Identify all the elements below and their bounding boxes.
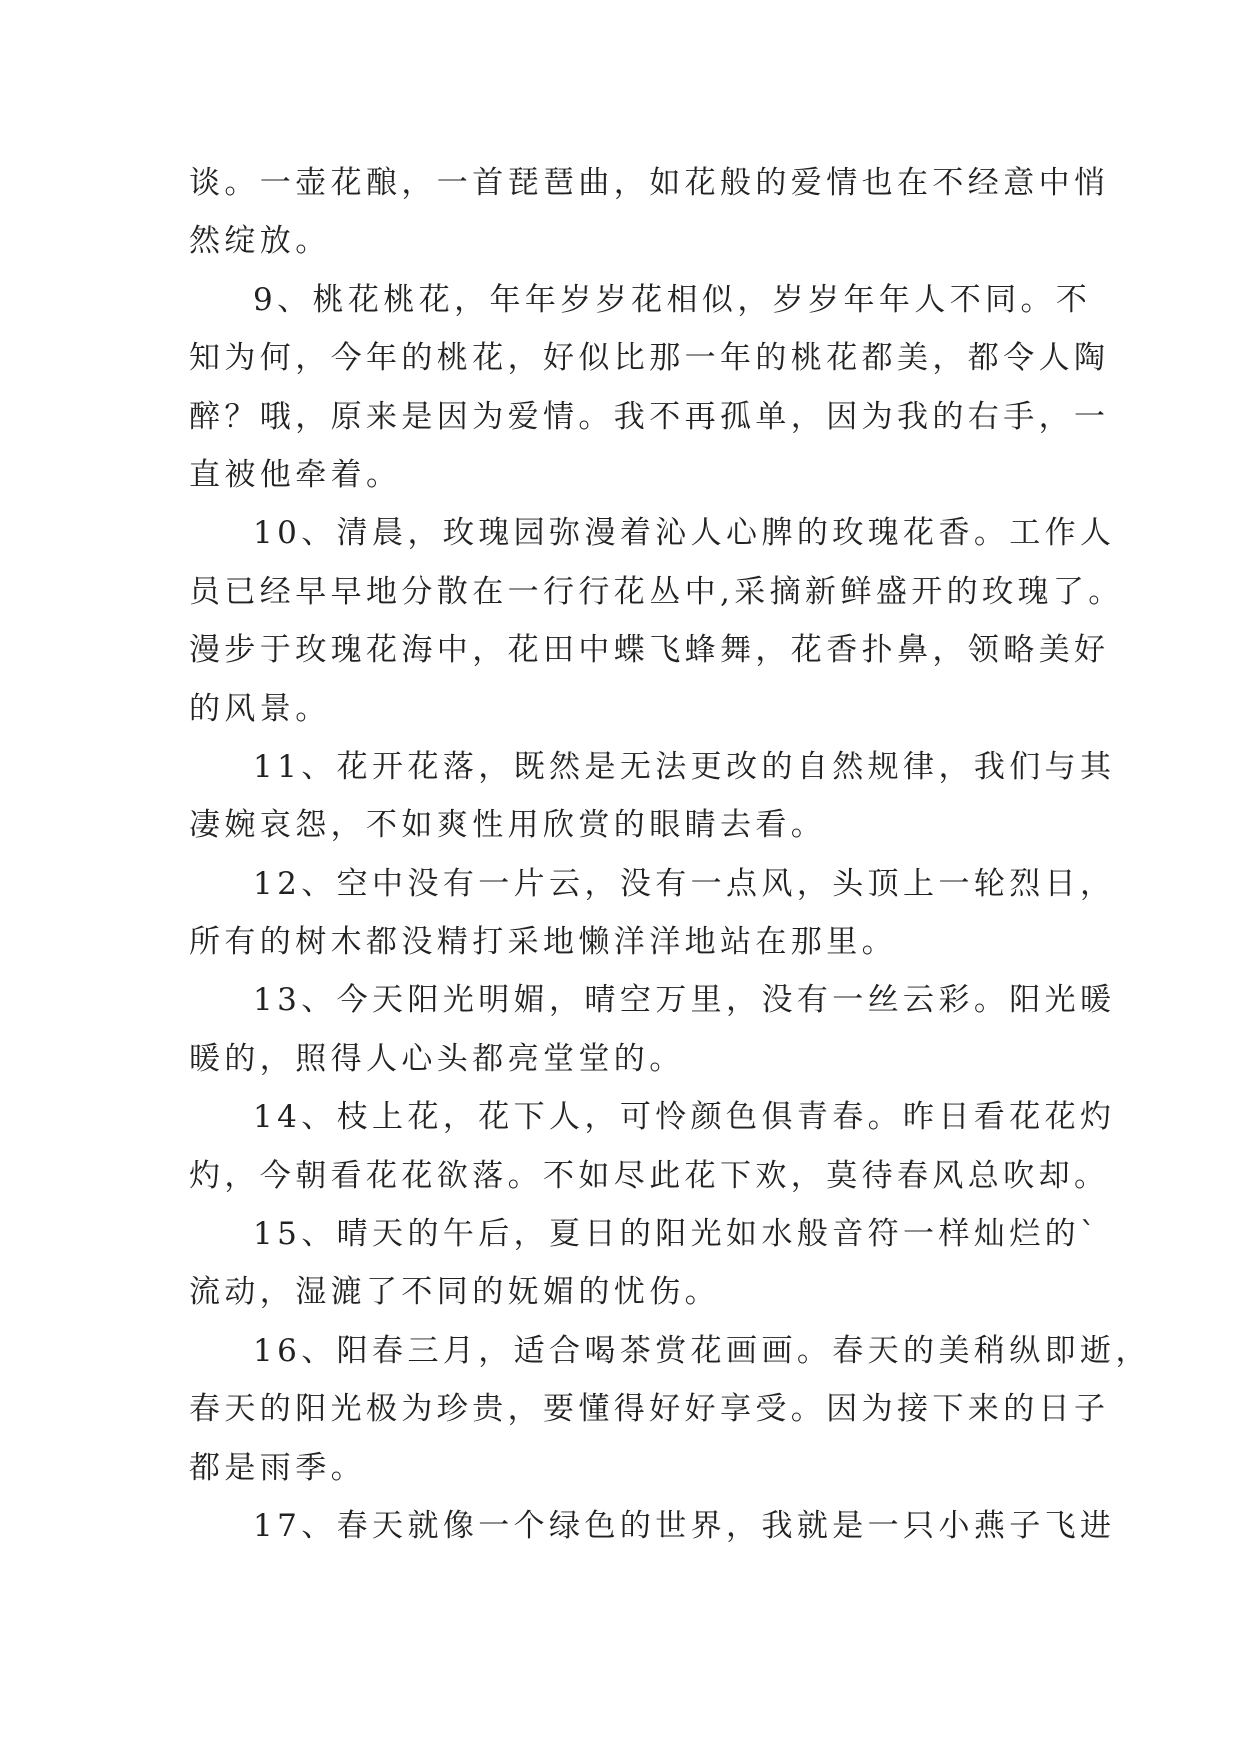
text-line: 直被他牵着。 <box>189 456 402 493</box>
text-line: 10、清晨，玫瑰园弥漫着沁人心脾的玫瑰花香。工作人 <box>253 515 1116 552</box>
text-line: 所有的树木都没精打采地懒洋洋地站在那里。 <box>189 924 897 961</box>
text-line: 然绽放。 <box>189 223 331 260</box>
text-line: 暖的，照得人心头都亮堂堂的。 <box>189 1040 685 1077</box>
text-line: 春天的阳光极为珍贵，要懂得好好享受。因为接下来的日子 <box>189 1391 1110 1428</box>
text-line: 13、今天阳光明媚，晴空万里，没有一丝云彩。阳光暖 <box>253 982 1116 1019</box>
text-line: 灼，今朝看花花欲落。不如尽此花下欢，莫待春风总吹却。 <box>189 1157 1110 1194</box>
text-line: 员已经早早地分散在一行行花丛中,采摘新鲜盛开的玫瑰了。 <box>189 573 1124 610</box>
text-line: 漫步于玫瑰花海中，花田中蝶飞蜂舞，花香扑鼻，领略美好 <box>189 632 1110 669</box>
text-line: 11、花开花落，既然是无法更改的自然规律，我们与其 <box>253 748 1116 785</box>
text-line: 醉？哦，原来是因为爱情。我不再孤单，因为我的右手，一 <box>189 398 1110 435</box>
body-text <box>189 154 1151 1555</box>
text-line: 16、阳春三月，适合喝茶赏花画画。春天的美稍纵即逝， <box>253 1332 1151 1369</box>
text-line: 知为何，今年的桃花，好似比那一年的桃花都美，都令人陶 <box>189 340 1110 377</box>
text-line: 14、枝上花，花下人，可怜颜色俱青春。昨日看花花灼 <box>253 1099 1116 1136</box>
text-line: 17、春天就像一个绿色的世界，我就是一只小燕子飞进 <box>253 1507 1116 1544</box>
text-line: 9、桃花桃花，年年岁岁花相似，岁岁年年人不同。不 <box>253 281 1092 318</box>
text-line: 谈。一壶花酿，一首琵琶曲，如花般的爱情也在不经意中悄 <box>189 165 1110 201</box>
text-line: 凄婉哀怨，不如爽性用欣赏的眼睛去看。 <box>189 807 827 844</box>
text-line: 流动，湿漉了不同的妩媚的忧伤。 <box>189 1274 720 1311</box>
text-line: 都是雨季。 <box>189 1449 366 1486</box>
text-line: 12、空中没有一片云，没有一点风，头顶上一轮烈日， <box>253 865 1116 902</box>
text-line: 的风景。 <box>189 690 331 727</box>
text-line: 15、晴天的午后，夏日的阳光如水般音符一样灿烂的` <box>253 1216 1100 1253</box>
